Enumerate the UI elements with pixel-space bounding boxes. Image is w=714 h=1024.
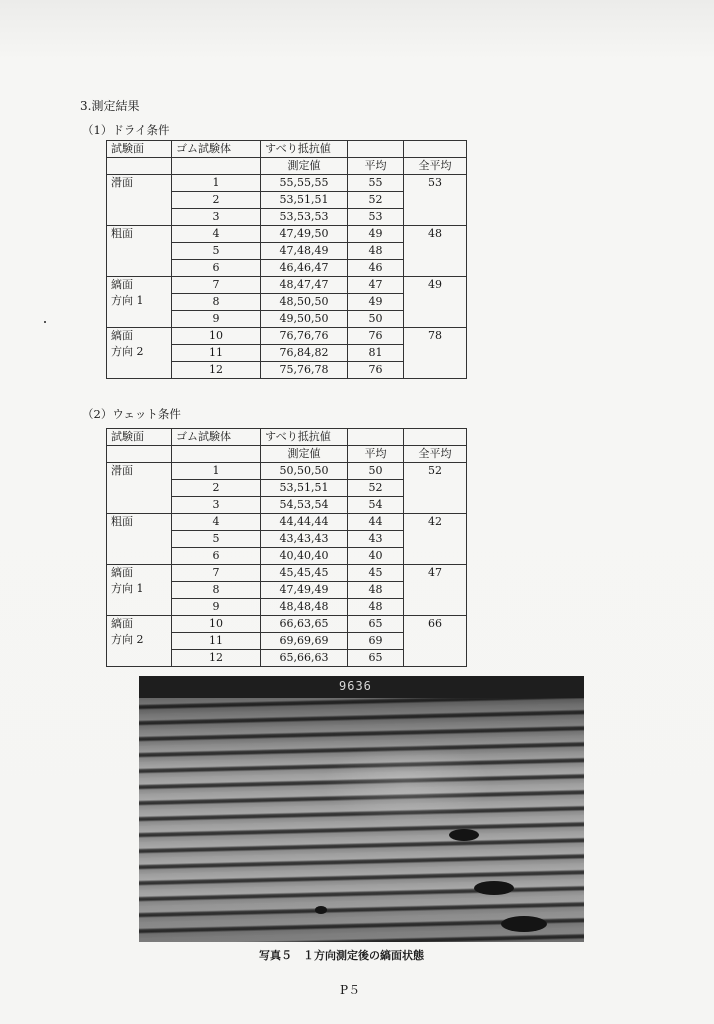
- header-overall-average: 全平均: [404, 446, 467, 463]
- photo-caption: 写真５ １方向測定後の縞面状態: [259, 949, 424, 962]
- header-overall-average: 全平均: [404, 158, 467, 175]
- sample-no-cell: 5: [172, 243, 261, 260]
- average-cell: 76: [348, 362, 404, 379]
- overall-average-cell: 78: [404, 328, 467, 379]
- surface-label: 方向 2: [111, 345, 144, 358]
- surface-label: 方向 2: [111, 633, 144, 646]
- dry-condition-title: （1）ドライ条件: [82, 123, 170, 137]
- average-cell: 65: [348, 650, 404, 667]
- wet-results-table: [106, 428, 467, 667]
- surface-label: 粗面: [111, 515, 133, 528]
- header-blank: [348, 429, 404, 446]
- surface-label: 縞面: [111, 329, 133, 342]
- photo-stain: [474, 881, 514, 895]
- header-sample: ゴム試験体: [172, 429, 261, 446]
- photo-shading: [139, 698, 584, 942]
- overall-average-cell: 53: [404, 175, 467, 226]
- sample-no-cell: 11: [172, 633, 261, 650]
- table-row: [107, 514, 467, 531]
- measured-cell: 54,53,54: [261, 497, 348, 514]
- surface-cell: [107, 514, 172, 565]
- measured-cell: 48,47,47: [261, 277, 348, 294]
- table-row: [107, 226, 467, 243]
- average-cell: 44: [348, 514, 404, 531]
- overall-average-cell: 49: [404, 277, 467, 328]
- surface-label: 縞面: [111, 278, 133, 291]
- sample-no-cell: 8: [172, 294, 261, 311]
- table-row: [107, 328, 467, 345]
- surface-label: 滑面: [111, 176, 133, 189]
- average-cell: 53: [348, 209, 404, 226]
- measured-cell: 46,46,47: [261, 260, 348, 277]
- header-slip-resistance: すべり抵抗値: [261, 429, 348, 446]
- overall-average-cell: 47: [404, 565, 467, 616]
- surface-label: 方向 1: [111, 582, 144, 595]
- measured-cell: 53,51,51: [261, 480, 348, 497]
- photo-stain: [449, 829, 479, 841]
- header-blank: [404, 429, 467, 446]
- photo-label-bar: [139, 676, 584, 698]
- sample-no-cell: 6: [172, 260, 261, 277]
- sample-no-cell: 4: [172, 514, 261, 531]
- average-cell: 55: [348, 175, 404, 192]
- average-cell: 49: [348, 226, 404, 243]
- measured-cell: 43,43,43: [261, 531, 348, 548]
- header-row: [107, 158, 467, 175]
- overall-average-cell: 66: [404, 616, 467, 667]
- measured-cell: 53,51,51: [261, 192, 348, 209]
- average-cell: 81: [348, 345, 404, 362]
- measured-cell: 49,50,50: [261, 311, 348, 328]
- section-title: 3.測定結果: [80, 99, 140, 113]
- overall-average-cell: 52: [404, 463, 467, 514]
- measured-cell: 55,55,55: [261, 175, 348, 192]
- average-cell: 50: [348, 311, 404, 328]
- photo-stain: [315, 906, 327, 914]
- measured-cell: 53,53,53: [261, 209, 348, 226]
- table-row: [107, 565, 467, 582]
- measured-cell: 66,63,65: [261, 616, 348, 633]
- header-average: 平均: [348, 158, 404, 175]
- sample-no-cell: 2: [172, 192, 261, 209]
- table-row: [107, 616, 467, 633]
- sample-no-cell: 7: [172, 277, 261, 294]
- average-cell: 65: [348, 616, 404, 633]
- measured-cell: 48,48,48: [261, 599, 348, 616]
- measured-cell: 69,69,69: [261, 633, 348, 650]
- average-cell: 46: [348, 260, 404, 277]
- average-cell: 45: [348, 565, 404, 582]
- surface-label: 方向 1: [111, 294, 144, 307]
- measured-cell: 65,66,63: [261, 650, 348, 667]
- measured-cell: 76,76,76: [261, 328, 348, 345]
- header-blank: [172, 158, 261, 175]
- header-blank: [172, 446, 261, 463]
- sample-no-cell: 6: [172, 548, 261, 565]
- sample-no-cell: 11: [172, 345, 261, 362]
- measured-cell: 44,44,44: [261, 514, 348, 531]
- sample-no-cell: 8: [172, 582, 261, 599]
- header-slip-resistance: すべり抵抗値: [261, 141, 348, 158]
- surface-cell: [107, 277, 172, 328]
- header-blank: [107, 158, 172, 175]
- page-number: P５: [340, 983, 361, 997]
- surface-cell: [107, 175, 172, 226]
- overall-average-cell: 42: [404, 514, 467, 565]
- header-surface: 試験面: [107, 429, 172, 446]
- average-cell: 76: [348, 328, 404, 345]
- average-cell: 43: [348, 531, 404, 548]
- average-cell: 69: [348, 633, 404, 650]
- wet-condition-title: （2）ウェット条件: [82, 407, 181, 421]
- measured-cell: 47,49,49: [261, 582, 348, 599]
- surface-label: 滑面: [111, 464, 133, 477]
- sample-no-cell: 1: [172, 175, 261, 192]
- header-sample: ゴム試験体: [172, 141, 261, 158]
- header-blank: [404, 141, 467, 158]
- header-average: 平均: [348, 446, 404, 463]
- average-cell: 47: [348, 277, 404, 294]
- average-cell: 49: [348, 294, 404, 311]
- sample-no-cell: 5: [172, 531, 261, 548]
- table-row: [107, 463, 467, 480]
- photo-stain: [501, 916, 547, 932]
- sample-no-cell: 2: [172, 480, 261, 497]
- table-row: [107, 277, 467, 294]
- measured-cell: 50,50,50: [261, 463, 348, 480]
- sample-no-cell: 9: [172, 599, 261, 616]
- surface-label: 粗面: [111, 227, 133, 240]
- sample-no-cell: 3: [172, 497, 261, 514]
- photo-number: 9636: [339, 679, 372, 693]
- sample-no-cell: 10: [172, 328, 261, 345]
- overall-average-cell: 48: [404, 226, 467, 277]
- dry-results-table: [106, 140, 467, 379]
- surface-label: 縞面: [111, 617, 133, 630]
- measured-cell: 47,49,50: [261, 226, 348, 243]
- header-row: [107, 446, 467, 463]
- average-cell: 48: [348, 599, 404, 616]
- measured-cell: 45,45,45: [261, 565, 348, 582]
- surface-cell: [107, 616, 172, 667]
- sample-no-cell: 7: [172, 565, 261, 582]
- average-cell: 50: [348, 463, 404, 480]
- average-cell: 48: [348, 582, 404, 599]
- photo-striped-surface: [139, 676, 584, 942]
- average-cell: 40: [348, 548, 404, 565]
- sample-no-cell: 12: [172, 362, 261, 379]
- header-row: [107, 429, 467, 446]
- header-measured: 測定値: [261, 446, 348, 463]
- sample-no-cell: 4: [172, 226, 261, 243]
- average-cell: 48: [348, 243, 404, 260]
- surface-cell: [107, 463, 172, 514]
- header-surface: 試験面: [107, 141, 172, 158]
- surface-label: 縞面: [111, 566, 133, 579]
- sample-no-cell: 1: [172, 463, 261, 480]
- header-measured: 測定値: [261, 158, 348, 175]
- sample-no-cell: 10: [172, 616, 261, 633]
- measured-cell: 47,48,49: [261, 243, 348, 260]
- table-row: [107, 175, 467, 192]
- header-blank: [348, 141, 404, 158]
- scan-speck: [44, 321, 46, 323]
- surface-cell: [107, 226, 172, 277]
- surface-cell: [107, 328, 172, 379]
- sample-no-cell: 9: [172, 311, 261, 328]
- header-blank: [107, 446, 172, 463]
- measured-cell: 76,84,82: [261, 345, 348, 362]
- average-cell: 52: [348, 192, 404, 209]
- measured-cell: 75,76,78: [261, 362, 348, 379]
- sample-no-cell: 12: [172, 650, 261, 667]
- average-cell: 54: [348, 497, 404, 514]
- surface-cell: [107, 565, 172, 616]
- average-cell: 52: [348, 480, 404, 497]
- header-row: [107, 141, 467, 158]
- measured-cell: 48,50,50: [261, 294, 348, 311]
- sample-no-cell: 3: [172, 209, 261, 226]
- measured-cell: 40,40,40: [261, 548, 348, 565]
